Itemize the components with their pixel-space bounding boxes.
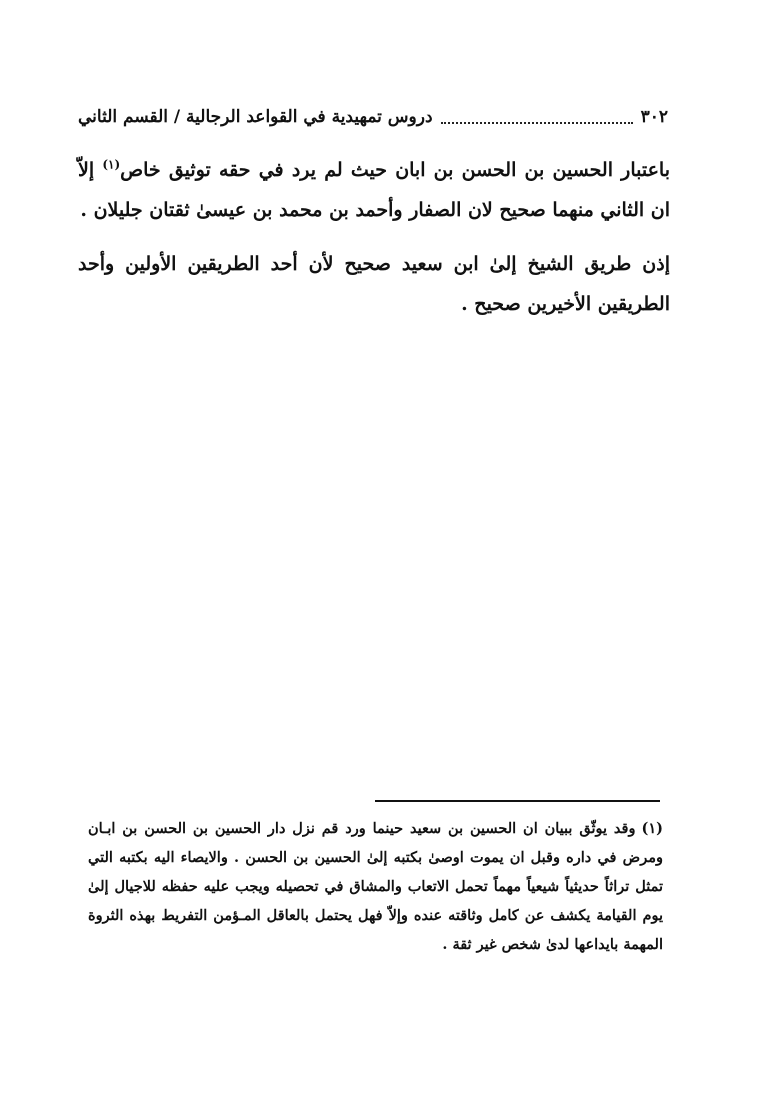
footnote [88, 814, 663, 959]
main-text [78, 150, 670, 338]
page-header [78, 100, 668, 134]
footnote-marker: (١) [641, 820, 663, 837]
paragraph-1-before-note: باعتبار الحسين بن الحسن بن ابان حيث لم يرد في حقه توثيق خاص [120, 159, 671, 181]
footnote-text: وقد يوثّق ببيان ان الحسين بن سعيد حينما ورد قم نزل دار الحسين بن الحسن بن ابـان ومرض في داره وقبل ان يموت اوصىٰ بكتبه إلىٰ الحسين بن الحسن . والايصاء اليه بكتبه التي تمثل تراثاً حديثياً شيعياً مهماً تحمل الاتعاب والمشاق في تحصيله ويجب عليه حفظه للاجيال إلىٰ يوم القيامة يكشف عن كامل وثاقته عنده وإلاّ فهل يحتمل بالعاقل المـؤمن التفريط بهذه الثروة المهمة بايداعها لدىٰ شخص غير ثقة . [88, 820, 663, 953]
footnote-separator [375, 800, 660, 802]
page-number: ٣٠٢ [640, 107, 668, 127]
footnote-paragraph [88, 814, 663, 959]
running-title: دروس تمهيدية في القواعد الرجالية / القسم الثاني [78, 107, 433, 127]
paragraph-1-after-note: إلاّ ان الثاني منهما صحيح لان الصفار وأحمد بن محمد بن عيسىٰ ثقتان جليلان . [78, 159, 670, 221]
paragraph-1 [78, 150, 670, 230]
paragraph-2: إذن طريق الشيخ إلىٰ ابن سعيد صحيح لأن أحد الطريقين الأولين وأحد الطريقين الأخيرين صحيح . [78, 253, 670, 315]
footnote-reference: (١) [102, 157, 121, 172]
header-dot-leader [441, 122, 633, 124]
